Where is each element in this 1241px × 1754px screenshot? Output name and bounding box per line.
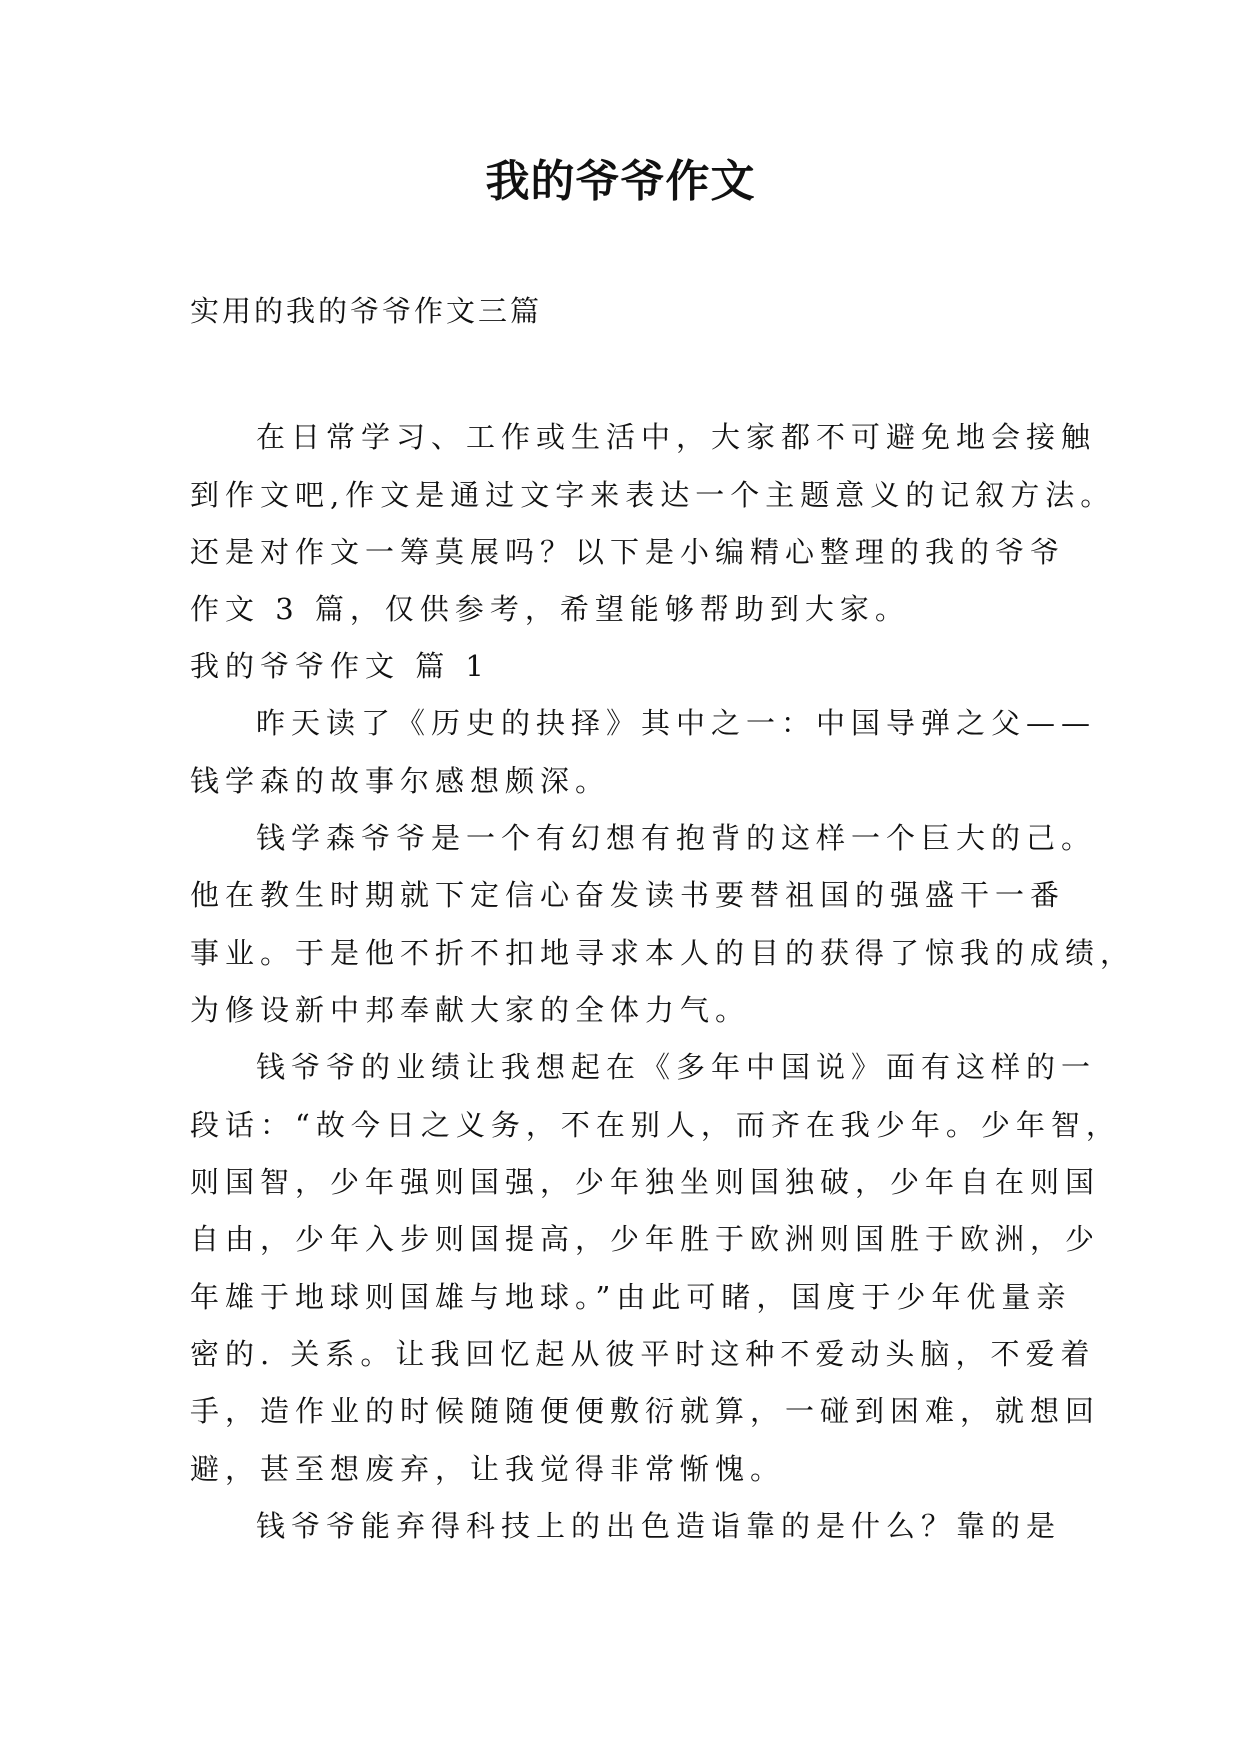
document-title: 我的爷爷作文 xyxy=(485,156,756,207)
paragraph-line: 事业。于是他不折不扣地寻求本人的目的获得了惊我的成绩， xyxy=(190,936,1136,970)
paragraph-line: 钱爷爷的业绩让我想起在《多年中国说》面有这样的一 xyxy=(256,1050,1097,1084)
paragraph-line: 手，造作业的时候随随便便敷衍就算，一碰到困难，就想回 xyxy=(190,1394,1101,1428)
paragraph-line: 避，甚至想废弃，让我觉得非常惭愧。 xyxy=(190,1452,786,1486)
paragraph-line: 钱爷爷能弃得科技上的出色造诣靠的是什么？靠的是 xyxy=(256,1509,1062,1543)
paragraph-line: 还是对作文一筹莫展吗？以下是小编精心整理的我的爷爷 xyxy=(190,535,1066,569)
paragraph-line: 年雄于地球则国雄与地球。”由此可睹，国度于少年优量亲 xyxy=(190,1280,1072,1314)
paragraph-line: 段话：“故今日之义务，不在别人，而齐在我少年。少年智， xyxy=(190,1108,1121,1142)
paragraph-line: 则国智，少年强则国强，少年独坐则国独破，少年自在则国 xyxy=(190,1165,1101,1199)
paragraph-line: 在日常学习、工作或生活中，大家都不可避免地会接触 xyxy=(256,420,1097,454)
paragraph-line: 作文 3 篇，仅供参考，希望能够帮助到大家。 xyxy=(190,592,910,626)
section-heading: 我的爷爷作文 篇 1 xyxy=(190,649,490,683)
paragraph-line: 自由，少年入步则国提高，少年胜于欧洲则国胜于欧洲，少 xyxy=(190,1222,1101,1256)
paragraph-line: 为修设新中邦奉献大家的全体力气。 xyxy=(190,993,751,1027)
paragraph-line: 密的. 关系。让我回忆起从彼平时这种不爱动头脑，不爱着 xyxy=(190,1337,1096,1371)
paragraph-line: 钱学森爷爷是一个有幻想有抱背的这样一个巨大的己。 xyxy=(256,821,1097,855)
paragraph-line: 他在教生时期就下定信心奋发读书要替祖国的强盛干一番 xyxy=(190,878,1066,912)
paragraph-line: 到作文吧,作文是通过文字来表达一个主题意义的记叙方法。 xyxy=(190,478,1116,512)
paragraph-line: 钱学森的故事尔感想颇深。 xyxy=(190,764,611,798)
document-subtitle: 实用的我的爷爷作文三篇 xyxy=(190,294,543,328)
paragraph-line: 昨天读了《历史的抉择》其中之一：中国导弹之父—— xyxy=(256,706,1097,740)
